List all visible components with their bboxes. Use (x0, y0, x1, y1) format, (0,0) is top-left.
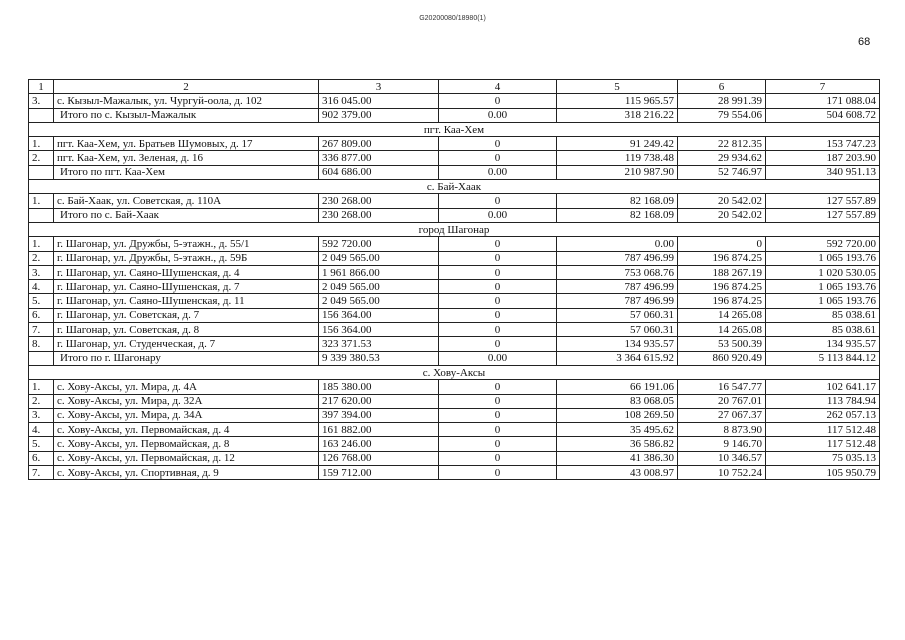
table-row (29, 94, 880, 108)
section-header-row (29, 222, 880, 236)
value-cell-7: 153 747.23 (766, 137, 880, 151)
value-cell-5: 57 060.31 (557, 308, 678, 322)
value-cell-6: 52 746.97 (678, 165, 766, 179)
row-number (29, 165, 54, 179)
value-cell-4: 0.00 (439, 108, 557, 122)
table-header-row (29, 80, 880, 94)
value-cell-7: 187 203.90 (766, 151, 880, 165)
value-cell-4: 0 (439, 308, 557, 322)
value-cell-3: 2 049 565.00 (319, 280, 439, 294)
value-cell-6: 188 267.19 (678, 265, 766, 279)
address-cell: Итого по г. Шагонару (54, 351, 319, 365)
value-cell-5: 83 068.05 (557, 394, 678, 408)
address-cell: с. Хову-Аксы, ул. Спортивная, д. 9 (54, 466, 319, 480)
value-cell-4: 0 (439, 337, 557, 351)
value-cell-3: 230 268.00 (319, 208, 439, 222)
value-cell-5: 753 068.76 (557, 265, 678, 279)
value-cell-7: 85 038.61 (766, 308, 880, 322)
table-row (29, 380, 880, 394)
value-cell-4: 0 (439, 151, 557, 165)
value-cell-6: 20 542.02 (678, 194, 766, 208)
value-cell-5: 115 965.57 (557, 94, 678, 108)
value-cell-7: 134 935.57 (766, 337, 880, 351)
value-cell-3: 9 339 380.53 (319, 351, 439, 365)
value-cell-5: 91 249.42 (557, 137, 678, 151)
value-cell-5: 108 269.50 (557, 408, 678, 422)
value-cell-3: 316 045.00 (319, 94, 439, 108)
value-cell-4: 0 (439, 237, 557, 251)
table-row (29, 437, 880, 451)
address-cell: с. Хову-Аксы, ул. Первомайская, д. 8 (54, 437, 319, 451)
value-cell-4: 0 (439, 280, 557, 294)
value-cell-7: 127 557.89 (766, 208, 880, 222)
table-row (29, 466, 880, 480)
table-row (29, 194, 880, 208)
value-cell-4: 0 (439, 380, 557, 394)
value-cell-7: 1 020 530.05 (766, 265, 880, 279)
address-cell: Итого по с. Бай-Хаак (54, 208, 319, 222)
header-cell-6: 6 (678, 80, 766, 94)
value-cell-4: 0 (439, 137, 557, 151)
row-number: 4. (29, 280, 54, 294)
value-cell-7: 105 950.79 (766, 466, 880, 480)
address-cell: с. Хову-Аксы, ул. Мира, д. 4А (54, 380, 319, 394)
table-row (29, 237, 880, 251)
value-cell-3: 2 049 565.00 (319, 251, 439, 265)
value-cell-4: 0.00 (439, 208, 557, 222)
table-row (29, 151, 880, 165)
value-cell-6: 53 500.39 (678, 337, 766, 351)
value-cell-4: 0 (439, 423, 557, 437)
row-number: 6. (29, 451, 54, 465)
value-cell-6: 14 265.08 (678, 308, 766, 322)
row-number: 3. (29, 408, 54, 422)
value-cell-3: 592 720.00 (319, 237, 439, 251)
value-cell-7: 85 038.61 (766, 323, 880, 337)
value-cell-5: 0.00 (557, 237, 678, 251)
section-header-row (29, 180, 880, 194)
value-cell-7: 340 951.13 (766, 165, 880, 179)
address-cell: г. Шагонар, ул. Дружбы, 5-этажн., д. 55/1 (54, 237, 319, 251)
value-cell-3: 230 268.00 (319, 194, 439, 208)
section-title: пгт. Каа-Хем (29, 122, 880, 136)
value-cell-4: 0 (439, 194, 557, 208)
section-title: город Шагонар (29, 222, 880, 236)
header-cell-1: 1 (29, 80, 54, 94)
value-cell-4: 0.00 (439, 165, 557, 179)
value-cell-7: 504 608.72 (766, 108, 880, 122)
value-cell-6: 28 991.39 (678, 94, 766, 108)
row-number: 5. (29, 294, 54, 308)
value-cell-7: 113 784.94 (766, 394, 880, 408)
row-number: 2. (29, 151, 54, 165)
row-number: 7. (29, 466, 54, 480)
page-number: 68 (858, 36, 871, 48)
address-cell: с. Кызыл-Мажалык, ул. Чургуй-оола, д. 102 (54, 94, 319, 108)
value-cell-5: 66 191.06 (557, 380, 678, 394)
value-cell-5: 318 216.22 (557, 108, 678, 122)
row-number (29, 208, 54, 222)
value-cell-6: 196 874.25 (678, 294, 766, 308)
table-row (29, 251, 880, 265)
address-cell: с. Хову-Аксы, ул. Мира, д. 32А (54, 394, 319, 408)
address-cell: пгт. Каа-Хем, ул. Братьев Шумовых, д. 17 (54, 137, 319, 151)
value-cell-3: 323 371.53 (319, 337, 439, 351)
value-cell-5: 134 935.57 (557, 337, 678, 351)
value-cell-6: 9 146.70 (678, 437, 766, 451)
value-cell-6: 27 067.37 (678, 408, 766, 422)
row-number: 1. (29, 237, 54, 251)
header-cell-7: 7 (766, 80, 880, 94)
value-cell-7: 102 641.17 (766, 380, 880, 394)
value-cell-4: 0.00 (439, 351, 557, 365)
value-cell-3: 185 380.00 (319, 380, 439, 394)
value-cell-3: 156 364.00 (319, 323, 439, 337)
row-number: 5. (29, 437, 54, 451)
row-number (29, 108, 54, 122)
value-cell-3: 397 394.00 (319, 408, 439, 422)
value-cell-3: 163 246.00 (319, 437, 439, 451)
total-row (29, 108, 880, 122)
value-cell-6: 79 554.06 (678, 108, 766, 122)
address-cell: г. Шагонар, ул. Саяно-Шушенская, д. 11 (54, 294, 319, 308)
value-cell-3: 156 364.00 (319, 308, 439, 322)
value-cell-6: 10 346.57 (678, 451, 766, 465)
value-cell-3: 336 877.00 (319, 151, 439, 165)
address-cell: пгт. Каа-Хем, ул. Зеленая, д. 16 (54, 151, 319, 165)
table-row (29, 323, 880, 337)
address-cell: г. Шагонар, ул. Советская, д. 8 (54, 323, 319, 337)
value-cell-3: 267 809.00 (319, 137, 439, 151)
row-number: 2. (29, 394, 54, 408)
table-row (29, 337, 880, 351)
value-cell-6: 16 547.77 (678, 380, 766, 394)
value-cell-4: 0 (439, 294, 557, 308)
value-cell-3: 902 379.00 (319, 108, 439, 122)
address-cell: с. Хову-Аксы, ул. Первомайская, д. 4 (54, 423, 319, 437)
value-cell-3: 159 712.00 (319, 466, 439, 480)
value-cell-6: 14 265.08 (678, 323, 766, 337)
section-title: с. Бай-Хаак (29, 180, 880, 194)
row-number: 3. (29, 94, 54, 108)
value-cell-6: 10 752.24 (678, 466, 766, 480)
table-row (29, 280, 880, 294)
value-cell-4: 0 (439, 94, 557, 108)
table-body (29, 80, 880, 480)
table-row (29, 137, 880, 151)
section-header-row (29, 365, 880, 379)
value-cell-5: 57 060.31 (557, 323, 678, 337)
value-cell-6: 196 874.25 (678, 251, 766, 265)
address-cell: Итого по пгт. Каа-Хем (54, 165, 319, 179)
value-cell-4: 0 (439, 323, 557, 337)
address-cell: г. Шагонар, ул. Студенческая, д. 7 (54, 337, 319, 351)
total-row (29, 208, 880, 222)
value-cell-5: 3 364 615.92 (557, 351, 678, 365)
value-cell-7: 1 065 193.76 (766, 251, 880, 265)
table-row (29, 408, 880, 422)
value-cell-6: 8 873.90 (678, 423, 766, 437)
row-number: 3. (29, 265, 54, 279)
section-title: с. Хову-Аксы (29, 365, 880, 379)
value-cell-4: 0 (439, 408, 557, 422)
value-cell-6: 22 812.35 (678, 137, 766, 151)
table-row (29, 265, 880, 279)
value-cell-7: 75 035.13 (766, 451, 880, 465)
value-cell-3: 1 961 866.00 (319, 265, 439, 279)
value-cell-4: 0 (439, 451, 557, 465)
row-number: 2. (29, 251, 54, 265)
table-row (29, 423, 880, 437)
value-cell-6: 20 542.02 (678, 208, 766, 222)
value-cell-7: 5 113 844.12 (766, 351, 880, 365)
value-cell-7: 1 065 193.76 (766, 280, 880, 294)
value-cell-5: 82 168.09 (557, 194, 678, 208)
header-cell-5: 5 (557, 80, 678, 94)
value-cell-5: 82 168.09 (557, 208, 678, 222)
value-cell-5: 787 496.99 (557, 294, 678, 308)
value-cell-3: 2 049 565.00 (319, 294, 439, 308)
address-cell: с. Хову-Аксы, ул. Мира, д. 34А (54, 408, 319, 422)
row-number: 1. (29, 380, 54, 394)
row-number: 4. (29, 423, 54, 437)
address-cell: Итого по с. Кызыл-Мажалык (54, 108, 319, 122)
data-table (28, 79, 880, 480)
row-number (29, 351, 54, 365)
value-cell-6: 860 920.49 (678, 351, 766, 365)
value-cell-7: 171 088.04 (766, 94, 880, 108)
value-cell-4: 0 (439, 265, 557, 279)
value-cell-7: 592 720.00 (766, 237, 880, 251)
value-cell-3: 217 620.00 (319, 394, 439, 408)
address-cell: с. Хову-Аксы, ул. Первомайская, д. 12 (54, 451, 319, 465)
value-cell-4: 0 (439, 394, 557, 408)
total-row (29, 351, 880, 365)
value-cell-7: 117 512.48 (766, 437, 880, 451)
header-cell-4: 4 (439, 80, 557, 94)
section-header-row (29, 122, 880, 136)
row-number: 7. (29, 323, 54, 337)
value-cell-4: 0 (439, 466, 557, 480)
value-cell-3: 604 686.00 (319, 165, 439, 179)
row-number: 1. (29, 137, 54, 151)
table-row (29, 451, 880, 465)
header-cell-2: 2 (54, 80, 319, 94)
address-cell: г. Шагонар, ул. Советская, д. 7 (54, 308, 319, 322)
value-cell-5: 787 496.99 (557, 251, 678, 265)
table-row (29, 394, 880, 408)
row-number: 1. (29, 194, 54, 208)
value-cell-5: 119 738.48 (557, 151, 678, 165)
value-cell-4: 0 (439, 437, 557, 451)
value-cell-5: 43 008.97 (557, 466, 678, 480)
value-cell-6: 196 874.25 (678, 280, 766, 294)
row-number: 6. (29, 308, 54, 322)
address-cell: г. Шагонар, ул. Саяно-Шушенская, д. 7 (54, 280, 319, 294)
value-cell-4: 0 (439, 251, 557, 265)
table-row (29, 308, 880, 322)
total-row (29, 165, 880, 179)
value-cell-3: 126 768.00 (319, 451, 439, 465)
value-cell-5: 35 495.62 (557, 423, 678, 437)
value-cell-5: 787 496.99 (557, 280, 678, 294)
value-cell-7: 127 557.89 (766, 194, 880, 208)
value-cell-5: 41 386.30 (557, 451, 678, 465)
value-cell-5: 210 987.90 (557, 165, 678, 179)
row-number: 8. (29, 337, 54, 351)
address-cell: с. Бай-Хаак, ул. Советская, д. 110А (54, 194, 319, 208)
value-cell-7: 1 065 193.76 (766, 294, 880, 308)
value-cell-7: 117 512.48 (766, 423, 880, 437)
value-cell-6: 29 934.62 (678, 151, 766, 165)
address-cell: г. Шагонар, ул. Саяно-Шушенская, д. 4 (54, 265, 319, 279)
table-row (29, 294, 880, 308)
value-cell-5: 36 586.82 (557, 437, 678, 451)
value-cell-7: 262 057.13 (766, 408, 880, 422)
value-cell-6: 0 (678, 237, 766, 251)
address-cell: г. Шагонар, ул. Дружбы, 5-этажн., д. 59Б (54, 251, 319, 265)
value-cell-3: 161 882.00 (319, 423, 439, 437)
document-id: G20200080/18980(1) (419, 15, 486, 22)
header-cell-3: 3 (319, 80, 439, 94)
value-cell-6: 20 767.01 (678, 394, 766, 408)
